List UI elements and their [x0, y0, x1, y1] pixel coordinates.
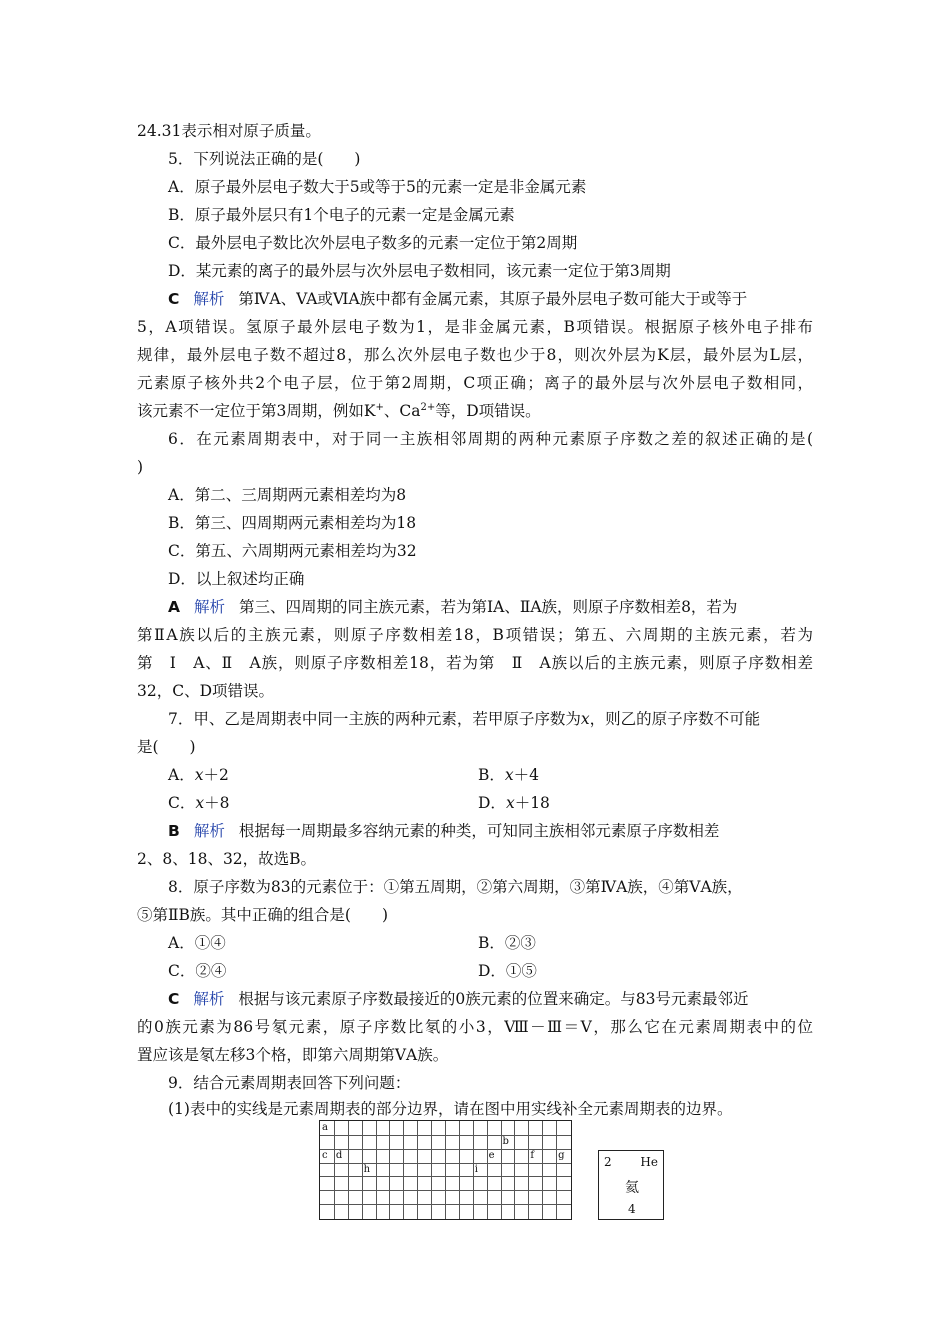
analysis-5-line: 规律，最外层电子数不超过8，那么次外层电子数也少于8，则次外层为K层，最外层为L层， — [137, 346, 813, 364]
helium-element-box — [598, 1150, 664, 1220]
question-8-cont: ⑤第ⅡB族。其中正确的组合是( ) — [137, 906, 389, 924]
option-7a: A．x＋2 — [168, 766, 229, 784]
question-7: 7．甲、乙是周期表中同一主族的两种元素，若甲原子序数为x，则乙的原子序数不可能 — [168, 710, 761, 728]
grid-col-line — [445, 1121, 446, 1219]
periodic-table-grid — [319, 1120, 572, 1220]
option-6d: D．以上叙述均正确 — [168, 570, 305, 588]
analysis-6-line: 第ⅡA族以后的主族元素，则原子序数相差18，B项错误；第五、六周期的主族元素，若为 — [137, 626, 813, 644]
option-5c: C．最外层电子数比次外层电子数多的元素一定位于第2周期 — [168, 234, 578, 252]
grid-cell-label: f — [530, 1149, 535, 1161]
grid-col-line — [431, 1121, 432, 1219]
grid-col-line — [556, 1121, 557, 1219]
analysis-7: B 解析 根据每一周期最多容纳元素的种类，可知同主族相邻元素原子序数相差 — [168, 822, 720, 840]
grid-col-line — [389, 1121, 390, 1219]
grid-cell-label: i — [474, 1163, 478, 1175]
answer-letter: C — [168, 290, 180, 308]
question-6: 6．在元素周期表中，对于同一主族相邻周期的两种元素原子序数之差的叙述正确的是( — [168, 430, 813, 448]
analysis-label: 解析 — [193, 822, 225, 840]
option-6a: A．第二、三周期两元素相差均为8 — [168, 486, 407, 504]
question-5: 5．下列说法正确的是( ) — [168, 150, 361, 168]
grid-col-line — [459, 1121, 460, 1219]
grid-cell-label: c — [322, 1149, 328, 1161]
option-8d: D．①⑤ — [478, 962, 537, 980]
analysis-8-line: 的0族元素为86号氡元素，原子序数比氡的小3，Ⅷ－Ⅲ＝Ⅴ，那么它在元素周期表中的位 — [137, 1018, 813, 1036]
grid-col-line — [376, 1121, 377, 1219]
option-7d: D．x＋18 — [478, 794, 550, 812]
analysis-5-line: 5，A项错误。氢原子最外层电子数为1，是非金属元素，B项错误。根据原子核外电子排布 — [137, 318, 813, 336]
grid-cell-label: h — [363, 1163, 371, 1175]
option-8a: A．①④ — [168, 934, 226, 952]
grid-cell-label: e — [488, 1149, 495, 1161]
analysis-7-line: 2、8、18、32，故选B。 — [137, 850, 317, 868]
grid-cell-label: d — [335, 1149, 343, 1161]
analysis-6: A 解析 第三、四周期的同主族元素，若为第ⅠA、ⅡA族，则原子序数相差8，若为 — [168, 598, 738, 616]
grid-col-line — [542, 1121, 543, 1219]
grid-col-line — [362, 1121, 363, 1219]
analysis-label: 解析 — [193, 990, 225, 1008]
question-7-cont: 是( ) — [137, 738, 196, 756]
analysis-8: C 解析 根据与该元素原子序数最接近的0族元素的位置来确定。与83号元素最邻近 — [168, 990, 749, 1008]
analysis-label: 解析 — [194, 598, 226, 616]
grid-col-line — [348, 1121, 349, 1219]
grid-col-line — [514, 1121, 515, 1219]
analysis-5-line: 元素原子核外共2个电子层，位于第2周期，C项正确；离子的最外层与次外层电子数相同， — [137, 374, 813, 392]
analysis-6-line: 32，C、D项错误。 — [137, 682, 275, 700]
option-7b: B．x＋4 — [478, 766, 540, 784]
analysis-8-line: 置应该是氡左移3个格，即第六周期第ⅤA族。 — [137, 1046, 449, 1064]
grid-cell-label: b — [502, 1135, 509, 1147]
option-5d: D．某元素的离子的最外层与次外层电子数相同，该元素一定位于第3周期 — [168, 262, 671, 280]
he-atomic-number: 2 — [604, 1155, 612, 1169]
question-8: 8．原子序数为83的元素位于：①第五周期，②第六周期，③第ⅣA族，④第ⅤA族， — [168, 878, 743, 896]
option-7c: C．x＋8 — [168, 794, 230, 812]
text-line: 24.31表示相对原子质量。 — [137, 122, 321, 140]
grid-col-line — [487, 1121, 488, 1219]
question-6-cont: ) — [137, 458, 144, 476]
analysis-label: 解析 — [193, 290, 225, 308]
option-6c: C．第五、六周期两元素相差均为32 — [168, 542, 417, 560]
answer-letter: C — [168, 990, 180, 1008]
option-5b: B．原子最外层只有1个电子的元素一定是金属元素 — [168, 206, 515, 224]
grid-col-line — [528, 1121, 529, 1219]
grid-col-line — [473, 1121, 474, 1219]
question-9: 9．结合元素周期表回答下列问题： — [168, 1074, 411, 1092]
option-8b: B．②③ — [478, 934, 536, 952]
analysis-5: C 解析 第ⅣA、VA或ⅥA族中都有金属元素，其原子最外层电子数可能大于或等于 — [168, 290, 748, 308]
analysis-5-line: 该元素不一定位于第3周期，例如K+、$Ca^{2+}$等，D项错误。 — [137, 401, 541, 420]
answer-letter: A — [168, 598, 180, 616]
grid-col-line — [403, 1121, 404, 1219]
answer-letter: B — [168, 822, 180, 840]
grid-col-line — [501, 1121, 502, 1219]
analysis-6-line: 第 Ⅰ A、Ⅱ A族，则原子序数相差18，若为第 Ⅱ A族以后的主族元素，则原子序数相差 — [137, 654, 813, 672]
question-9-part-1: (1)表中的实线是元素周期表的部分边界，请在图中用实线补全元素周期表的边界。 — [168, 1100, 733, 1118]
grid-col-line — [334, 1121, 335, 1219]
grid-col-line — [417, 1121, 418, 1219]
grid-cell-label: g — [558, 1149, 565, 1161]
option-5a: A．原子最外层电子数大于5或等于5的元素一定是非金属元素 — [168, 178, 587, 196]
grid-cell-label: a — [322, 1122, 328, 1133]
he-mass: 4 — [628, 1202, 636, 1216]
he-symbol: He — [640, 1155, 658, 1169]
he-name: 氦 — [625, 1180, 639, 1196]
option-6b: B．第三、四周期两元素相差均为18 — [168, 514, 417, 532]
option-8c: C．②④ — [168, 962, 227, 980]
